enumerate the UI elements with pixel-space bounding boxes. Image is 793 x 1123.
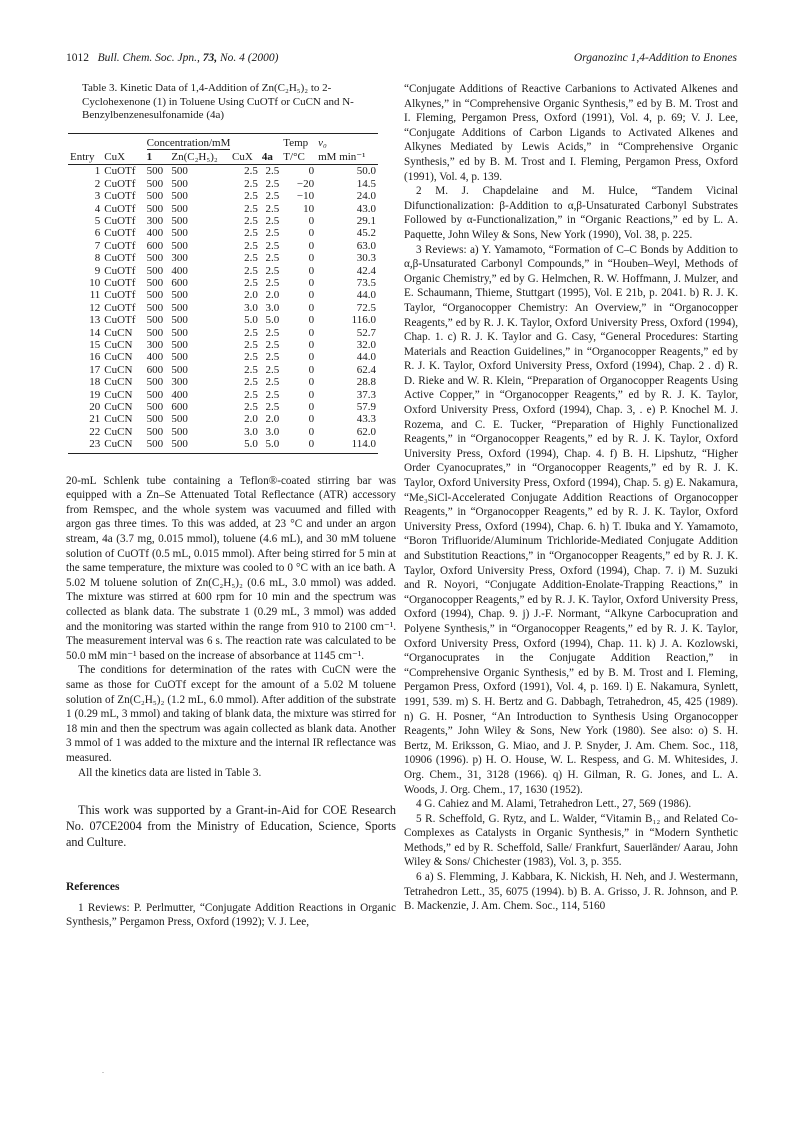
- table-row: [68, 401, 378, 413]
- table-cell: 500: [171, 227, 188, 240]
- table-cell: 42.4: [356, 264, 376, 277]
- table-cell: CuCN: [104, 376, 133, 389]
- table-cell: CuOTf: [104, 301, 136, 314]
- table-cell: 0: [308, 425, 315, 438]
- table-cell: 0: [308, 289, 315, 302]
- table-cell: 500: [171, 351, 188, 364]
- table-cell: 5.0: [230, 438, 260, 453]
- left-column: [66, 82, 396, 930]
- reference-6: 6 a) S. Flemming, J. Kabbara, K. Nickish, H. Neh, and J. Westermann, Tetrahedron Lett., 35, 6075 (1994). b) B. A. Grisso, J. R. Johnson, and P. B. Mackenzie, J. Am. Chem. Soc., 114, 5160: [404, 871, 738, 913]
- table-cell: 72.5: [356, 301, 376, 314]
- page-mark: .: [102, 1066, 104, 1075]
- table-cell: 1: [94, 165, 101, 178]
- table-cell: 500: [171, 289, 188, 302]
- table-cell: 300: [171, 252, 188, 265]
- table-cell: 500: [145, 438, 170, 453]
- table-cell: 3.0: [265, 425, 280, 438]
- table-cell: 500: [171, 363, 188, 376]
- journal-volume: 73,: [202, 52, 218, 64]
- table-cell: 500: [146, 301, 164, 314]
- table-cell: 500: [171, 165, 188, 178]
- table-cell: CuCN: [104, 413, 133, 426]
- table-cell: 13: [89, 314, 101, 327]
- header-entry: Entry: [68, 150, 102, 165]
- table-row: [68, 376, 378, 388]
- table-cell: 2.0: [244, 413, 258, 426]
- table-cell: 2.5: [265, 202, 280, 215]
- table-cell: 500: [146, 276, 164, 289]
- header-blank: [68, 133, 102, 150]
- table-cell: 2.5: [265, 339, 280, 351]
- table-cell: 0: [308, 301, 315, 314]
- table-cell: 500: [146, 425, 164, 438]
- table-cell: 500: [171, 202, 188, 215]
- table-cell: 30.3: [356, 252, 376, 265]
- table-cell: 0: [308, 252, 315, 265]
- table-cell: 400: [171, 264, 188, 277]
- table-cell: 300: [171, 376, 188, 389]
- table-cell: 2.5: [265, 363, 280, 376]
- table-cell: CuOTf: [104, 264, 136, 277]
- table-cell: 32.0: [356, 339, 376, 351]
- table-cell: 63.0: [356, 239, 376, 252]
- table-cell: 0: [308, 339, 315, 351]
- table-cell: 2.5: [244, 376, 258, 389]
- header-1: 1: [145, 150, 170, 165]
- table-cell: CuCN: [104, 388, 133, 401]
- table-cell: 2.5: [244, 202, 258, 215]
- table-cell: 500: [146, 413, 164, 426]
- table-cell: 300: [146, 339, 164, 351]
- references-heading: References: [66, 881, 120, 894]
- table-row: [68, 277, 378, 289]
- table-cell: 300: [146, 214, 164, 227]
- table-cell: 22: [89, 425, 101, 438]
- paragraph: 20-mL Schlenk tube containing a Teflon®-coated stirring bar was equipped with a Zn–Se Attenuated Total Reflectance (ATR) accessory from Remspec, and the whole system was vacuumed and filled with argon gas three times. To this was added, at 23 °C and under an argon stream, 4a (3.7 mg, 0.015 mmol), toluene (4.6 mL), and 30 mM toluene solution of CuOTf (0.5 mL, 0.015 mmol). After being stirred for 5 min at the same temperature, the mixture was cooled to 0 °C with an ice bath. A 5.02 M toluene solution of Zn(C₂H₅)₂ (0.6 mL, 3.0 mmol) was added. The mixture was stirred at 600 rpm for 10 min and the spectrum was collected as blank data. The substrate 1 (0.29 mL, 3 mmol) was added and the monitoring was started within the range from 910 to 2100 cm⁻¹. The measurement interval was 6 s. The reaction rate was calculated to be 50.0 mM min⁻¹ based on the increase of absorbance at 1145 cm⁻¹.: [66, 474, 396, 662]
- table-row: [68, 351, 378, 363]
- experimental-text: [66, 474, 396, 780]
- table-cell: 500: [146, 264, 164, 277]
- table-cell: 2.5: [265, 326, 280, 339]
- running-header-left: [66, 52, 278, 64]
- table-cell: 16: [89, 351, 101, 364]
- table-cell: 15: [89, 339, 101, 351]
- table-cell: 44.0: [356, 289, 376, 302]
- table-cell: 2.5: [265, 227, 280, 240]
- table-cell: 0: [308, 165, 315, 178]
- table-cell: 500: [171, 326, 188, 339]
- table-cell: 400: [146, 227, 164, 240]
- table-cell: 2.5: [244, 401, 258, 414]
- table-cell: 500: [146, 252, 164, 265]
- table-cell: 0: [308, 276, 315, 289]
- header-temp-unit: T/°C: [281, 150, 316, 165]
- table-cell: 2.5: [265, 376, 280, 389]
- table-cell: −20: [296, 177, 315, 190]
- reference-3: 3 Reviews: a) Y. Yamamoto, “Formation of C–C Bonds by Addition to α,β-Unsaturated Carbonyl Compounds,” in “Houben–Weyl, Methods of Organic Chemistry,” ed by G. Helmchen, R. W. Hoffmann, J. Mulzer, and E. Schaumann, Thieme, Stuttgart (1995), Vol. E 21b, p. 2041. b) R. J. K. Taylor, “Organocopper Chemistry: An Overview,” in “Organocopper Reagents,” ed by R. J. K. Taylor, Oxford University Press, Oxford (1994), Chap. 1. c) R. J. K. Taylor and G. Casy, “General Procedures: Starting Materials and Reaction Guidelines,” in “Organocopper Reagents,” ed by R. J. K. Taylor, Oxford University Press, Oxford (1994), Chap. 2 . d) R. D. Rieke and W. R. Klein, “Preparation of Organocopper Reagents Using Active Copper,” in “Organocopper Reagents,” ed by R. J. K. Taylor, Oxford University Press, Oxford (1994), Chap. 3, . e) P. Knochel M. J. Rozema, and C. E. Tucker, “Preparation of Highly Functionalized Reagents,” in “Organocopper Reagents,” ed by R. J. K. Taylor, Oxford University Press, Oxford (1994), Chap. 4. f) B. H. Lipshutz, “Higher Order Cyanocuprates,” in “Organocopper Reagents,” ed by R. J. K. Taylor, Oxford University Press, Oxford (1994), Chap. 5. g) E. Nakamura, “Me₃SiCl-Accelerated Conjugate Addition Reactions of Organocopper Reagents,” in “Organocopper Reagents,” ed by R. J. K. Taylor, Oxford University Press, Oxford (1994), Chap. 6. h) T. Ibuka and Y. Yamamoto, “Boron Trifluoride/Aluminum Trichloride-Mediated Conjugate Addition and Substitution Reactions,” in “Organocopper Reagents,” ed by R. J. K. Taylor, Oxford University Press, Oxford (1994), Chap. 7. i) M. Suzuki and R. Noyori, “Conjugate Addition-Enolate-Trapping Reactions,” in “Organocopper Reagents,” ed by R. J. K. Taylor, Oxford University Press, Oxford (1994), Chap. 9. j) J.-F. Normant, “Alkyne Carbocupration and Polyene Synthesis,” in “Organocopper Reagents,” ed by R. J. K. Taylor, Oxford University Press, Oxford (1994), Chap. 11. k) J. A. Kozlowski, “Organocuprates in the Conjugate Addition Reaction,” in “Comprehensive Organic Synthesis,” ed by B. M. Trost and I. Fleming, Pergamon Press, Oxford (1991), Vol. 4, p. 169. l) E. Nakamura, Synlett, 1991, 539. m) S. H. Bertz and G. Dabbagh, Tetrahedron, 45, 425 (1989). n) G. H. Posner, “An Introduction to Synthesis Using Organocopper Reagents,” John Wiley & Sons, New York (1980). See also: o) S. H. Bertz, M. Eriksson, G. Miao, and J. P. Snyder, J. Am. Chem. Soc., 118, 10906 (1996). p) H. O. House, W. L. Respess, and G. M. Whitesides, J. Org. Chem., 31, 3128 (1966). q) H. Gilman, R. G. Jones, and L. A. Woods, J. Org. Chem., 17, 1630 (1952).: [404, 243, 738, 796]
- table-cell: 44.0: [356, 351, 376, 364]
- table-cell: CuOTf: [104, 214, 136, 227]
- table-cell: 5: [94, 214, 101, 227]
- table-cell: 6: [94, 227, 101, 240]
- table-cell: 17: [89, 363, 101, 376]
- page-number: 1012: [66, 52, 89, 64]
- table-cell: 0: [308, 376, 315, 389]
- table-cell: CuOTf: [104, 190, 136, 203]
- table-cell: 0: [308, 214, 315, 227]
- table-cell: 5.0: [244, 314, 258, 327]
- header-v0: v₀: [316, 133, 378, 150]
- table-body: [68, 165, 378, 453]
- header-v0-unit: mM min⁻¹: [316, 150, 378, 165]
- table-cell: 2.0: [265, 289, 280, 302]
- reference-1-cont: “Conjugate Additions of Reactive Carbanions to Activated Alkenes and Alkynes,” in “Comprehensive Organic Synthesis,” ed by B. M. Trost and I. Fleming, Pergamon Press, Oxford (1991), Vol. 4, p. 69; V. J. Lee, “Conjugate Additions of Carbon Ligands to Activated Alkenes and Alkynes Mediated by Lewis Acids,” in “Comprehensive Organic Synthesis,” ed by B. M. Trost and I. Fleming, Pergamon Press, Oxford (1991), Vol. 4, p. 139.: [404, 83, 738, 183]
- table-cell: 600: [146, 363, 164, 376]
- table-cell: 2.5: [244, 252, 258, 265]
- table-cell: CuOTf: [104, 202, 136, 215]
- table-cell: 29.1: [356, 214, 376, 227]
- table-cell: 2.5: [244, 177, 258, 190]
- table-row: [68, 215, 378, 227]
- table-cell: 600: [171, 276, 188, 289]
- reference-5: 5 R. Scheffold, G. Rytz, and L. Walder, “Vitamin B₁₂ and Related Co-Complexes as Catalysts in Organic Synthesis,” in “Modern Synthetic Methods,” ed by R. Scheffold, Salle/ Frankfurt, Sauerländer/ Aarau, John Wiley & Sons/ Chichester (1983), Vol. 3, p. 355.: [404, 812, 738, 869]
- table-cell: 400: [171, 388, 188, 401]
- table-cell: CuCN: [104, 401, 133, 414]
- table-cell: 500: [171, 214, 188, 227]
- table-cell: 3: [94, 190, 101, 203]
- table-cell: 2.5: [265, 401, 280, 414]
- header-cux-conc: CuX: [230, 150, 260, 165]
- table-cell: 2.5: [244, 351, 258, 364]
- paragraph: All the kinetics data are listed in Table 3.: [78, 766, 262, 779]
- table-cell: CuOTf: [104, 276, 136, 289]
- table-cell: 43.3: [356, 413, 376, 426]
- table-cell: CuOTf: [104, 289, 136, 302]
- table-cell: 2.5: [265, 388, 280, 401]
- table-cell: 500: [146, 165, 164, 178]
- table-row: [68, 289, 378, 301]
- table-row: [68, 302, 378, 314]
- table-cell: 500: [171, 190, 188, 203]
- table-cell: 0: [308, 314, 315, 327]
- table-cell: CuOTf: [104, 252, 136, 265]
- table-cell: 8: [94, 252, 101, 265]
- table-cell: 2.5: [265, 239, 280, 252]
- table-cell: 500: [171, 339, 188, 351]
- table-row: [68, 438, 378, 453]
- table-cell: 3.0: [244, 425, 258, 438]
- table-cell: 2.5: [244, 363, 258, 376]
- table-cell: 500: [171, 177, 188, 190]
- reference-1: 1 Reviews: P. Perlmutter, “Conjugate Addition Reactions in Organic Synthesis,” Pergamon Press, Oxford (1992); V. J. Lee,: [66, 901, 396, 929]
- running-title: Organozinc 1,4-Addition to Enones: [573, 52, 737, 64]
- table-cell: 2.5: [265, 177, 280, 190]
- table-cell: 11: [89, 289, 101, 302]
- table-cell: 45.2: [356, 227, 376, 240]
- table-cell: 37.3: [356, 388, 376, 401]
- table-cell: 10: [303, 202, 315, 215]
- table-cell: 2.5: [265, 276, 280, 289]
- header-blank: [102, 133, 144, 150]
- table-cell: 21: [89, 413, 101, 426]
- table-cell: 600: [146, 239, 164, 252]
- table-cell: 2.5: [244, 388, 258, 401]
- header-zn: Zn(C₂H₅)₂: [169, 150, 230, 165]
- table-cell: 500: [171, 239, 188, 252]
- table-cell: CuCN: [104, 326, 133, 339]
- reference-4: 4 G. Cahiez and M. Alami, Tetrahedron Lett., 27, 569 (1986).: [416, 798, 692, 811]
- table-cell: 500: [171, 425, 188, 438]
- table-row: [68, 265, 378, 277]
- table-cell: 2.5: [265, 190, 280, 203]
- table-cell: 2.0: [244, 289, 258, 302]
- table-cell: 0: [308, 363, 315, 376]
- table-cell: 20: [89, 401, 101, 414]
- table-row: [68, 339, 378, 351]
- journal-issue: No. 4 (2000): [219, 52, 279, 64]
- table-cell: 0: [308, 413, 315, 426]
- table-cell: 0: [308, 401, 315, 414]
- header-4a: 4a: [260, 150, 281, 165]
- table-cell: 500: [146, 314, 164, 327]
- table-cell: 57.9: [356, 401, 376, 414]
- table-cell: 500: [146, 177, 164, 190]
- table-cell: CuOTf: [104, 239, 136, 252]
- table-cell: CuCN: [102, 438, 144, 453]
- table-cell: 2.5: [244, 339, 258, 351]
- table-cell: CuOTf: [104, 165, 136, 178]
- acknowledgment: This work was supported by a Grant-in-Aid for COE Research No. 07CE2004 from the Ministry of Education, Science, Sports and Culture.: [66, 803, 396, 850]
- table-cell: 2.5: [244, 227, 258, 240]
- table-row: [68, 426, 378, 438]
- table-cell: 500: [146, 190, 164, 203]
- table-cell: 0: [308, 388, 315, 401]
- table-cell: 500: [171, 314, 188, 327]
- table-cell: 2.5: [244, 214, 258, 227]
- table-cell: 500: [171, 413, 188, 426]
- table-row: [68, 327, 378, 339]
- table-row: [68, 178, 378, 190]
- table-row: [68, 314, 378, 326]
- table-cell: 43.0: [356, 202, 376, 215]
- table-cell: 2.5: [244, 190, 258, 203]
- table-row: [68, 413, 378, 425]
- table-cell: 2.5: [265, 264, 280, 277]
- header-cux: CuX: [102, 150, 144, 165]
- table-cell: 52.7: [356, 326, 376, 339]
- table-cell: 500: [146, 401, 164, 414]
- table-cell: 9: [94, 264, 101, 277]
- table-cell: 62.0: [356, 425, 376, 438]
- table-cell: 2.5: [265, 165, 280, 178]
- table-cell: 5.0: [260, 438, 281, 453]
- table-cell: 0: [308, 227, 315, 240]
- table-cell: 62.4: [356, 363, 376, 376]
- table-row: [68, 227, 378, 239]
- table-cell: 28.8: [356, 376, 376, 389]
- table-row: [68, 252, 378, 264]
- table-cell: 2.5: [244, 326, 258, 339]
- table-cell: 14: [89, 326, 101, 339]
- table-cell: 0: [308, 351, 315, 364]
- table-cell: 500: [146, 289, 164, 302]
- table-cell: 400: [146, 351, 164, 364]
- table-cell: 0: [308, 239, 315, 252]
- table-cell: 18: [89, 376, 101, 389]
- reference-2: 2 M. J. Chapdelaine and M. Hulce, “Tandem Vicinal Difunctionalization: β-Addition to α,β-Unsaturated Carbonyl Substrates Followed by α-Functionalization,” in “Organic Reactions,” ed by L. A. Paquette, John Wiley & Sons, New York (1990), Vol. 38, p. 225.: [404, 185, 738, 241]
- table-row: [68, 240, 378, 252]
- table-cell: 19: [89, 388, 101, 401]
- table-cell: CuOTf: [104, 177, 136, 190]
- table-cell: 7: [94, 239, 101, 252]
- table-cell: 500: [169, 438, 230, 453]
- table-cell: CuCN: [104, 339, 133, 351]
- table-cell: 2.0: [265, 413, 280, 426]
- table-cell: CuCN: [104, 363, 133, 376]
- table-cell: 10: [89, 276, 101, 289]
- paragraph: The conditions for determination of the rates with CuCN were the same as those for CuOTf except for the amount of a 5.02 M toluene solution of Zn(C₂H₅)₂ (1.2 mL, 6.0 mmol). After addition of the substrate 1 (0.29 mL, 3 mmol) and taking of blank data, the mixture was stirred for 18 min and then the spectrum was again collected as blank data. Another 3 mmol of 1 was added to the mixture and the internal IR reflectance was measured.: [66, 664, 396, 764]
- table-row: [68, 190, 378, 202]
- table-cell: CuOTf: [104, 314, 136, 327]
- table-cell: 2.5: [244, 165, 258, 178]
- table-cell: 3.0: [244, 301, 258, 314]
- table-cell: CuOTf: [104, 227, 136, 240]
- table-caption: Table 3. Kinetic Data of 1,4-Addition of Zn(C₂H₅)₂ to 2-Cyclohexenone (1) in Toluene Using CuOTf or CuCN and N-Benzylbenzenesulfonamide (4a): [82, 82, 354, 121]
- table-cell: 4: [94, 202, 101, 215]
- table-cell: 50.0: [356, 165, 376, 178]
- table-cell: 2.5: [265, 252, 280, 265]
- table-cell: 3.0: [265, 301, 280, 314]
- table-cell: 2.5: [265, 351, 280, 364]
- table-cell: 2.5: [244, 276, 258, 289]
- table-cell: 24.0: [356, 190, 376, 203]
- table-cell: 73.5: [356, 276, 376, 289]
- table-cell: 23: [68, 438, 102, 453]
- journal-name: Bull. Chem. Soc. Jpn.,: [97, 52, 200, 64]
- table-cell: 2: [94, 177, 101, 190]
- table-cell: CuCN: [104, 351, 133, 364]
- table-row: [68, 389, 378, 401]
- table-cell: 500: [171, 301, 188, 314]
- table-cell: 600: [171, 401, 188, 414]
- table-row: [68, 364, 378, 376]
- table-cell: 500: [146, 376, 164, 389]
- right-column: [404, 82, 738, 914]
- table-cell: 0: [281, 438, 316, 453]
- table-cell: 500: [146, 388, 164, 401]
- header-temp: Temp: [281, 133, 316, 150]
- table-cell: 2.5: [265, 214, 280, 227]
- table-cell: 0: [308, 326, 315, 339]
- table-cell: 2.5: [244, 264, 258, 277]
- table-cell: 114.0: [316, 438, 378, 453]
- table-cell: 14.5: [356, 177, 376, 190]
- table-cell: 12: [89, 301, 101, 314]
- table-row: [68, 203, 378, 215]
- header-concentration: Concentration/mM: [146, 136, 231, 149]
- table-cell: −10: [296, 190, 315, 203]
- table-cell: 2.5: [244, 239, 258, 252]
- table-cell: 116.0: [351, 314, 376, 327]
- table-cell: CuCN: [104, 425, 133, 438]
- kinetics-table: [68, 133, 378, 454]
- table-cell: 0: [308, 264, 315, 277]
- table-cell: 5.0: [265, 314, 280, 327]
- table-cell: 500: [146, 326, 164, 339]
- table-cell: 500: [146, 202, 164, 215]
- table-row: [68, 165, 378, 178]
